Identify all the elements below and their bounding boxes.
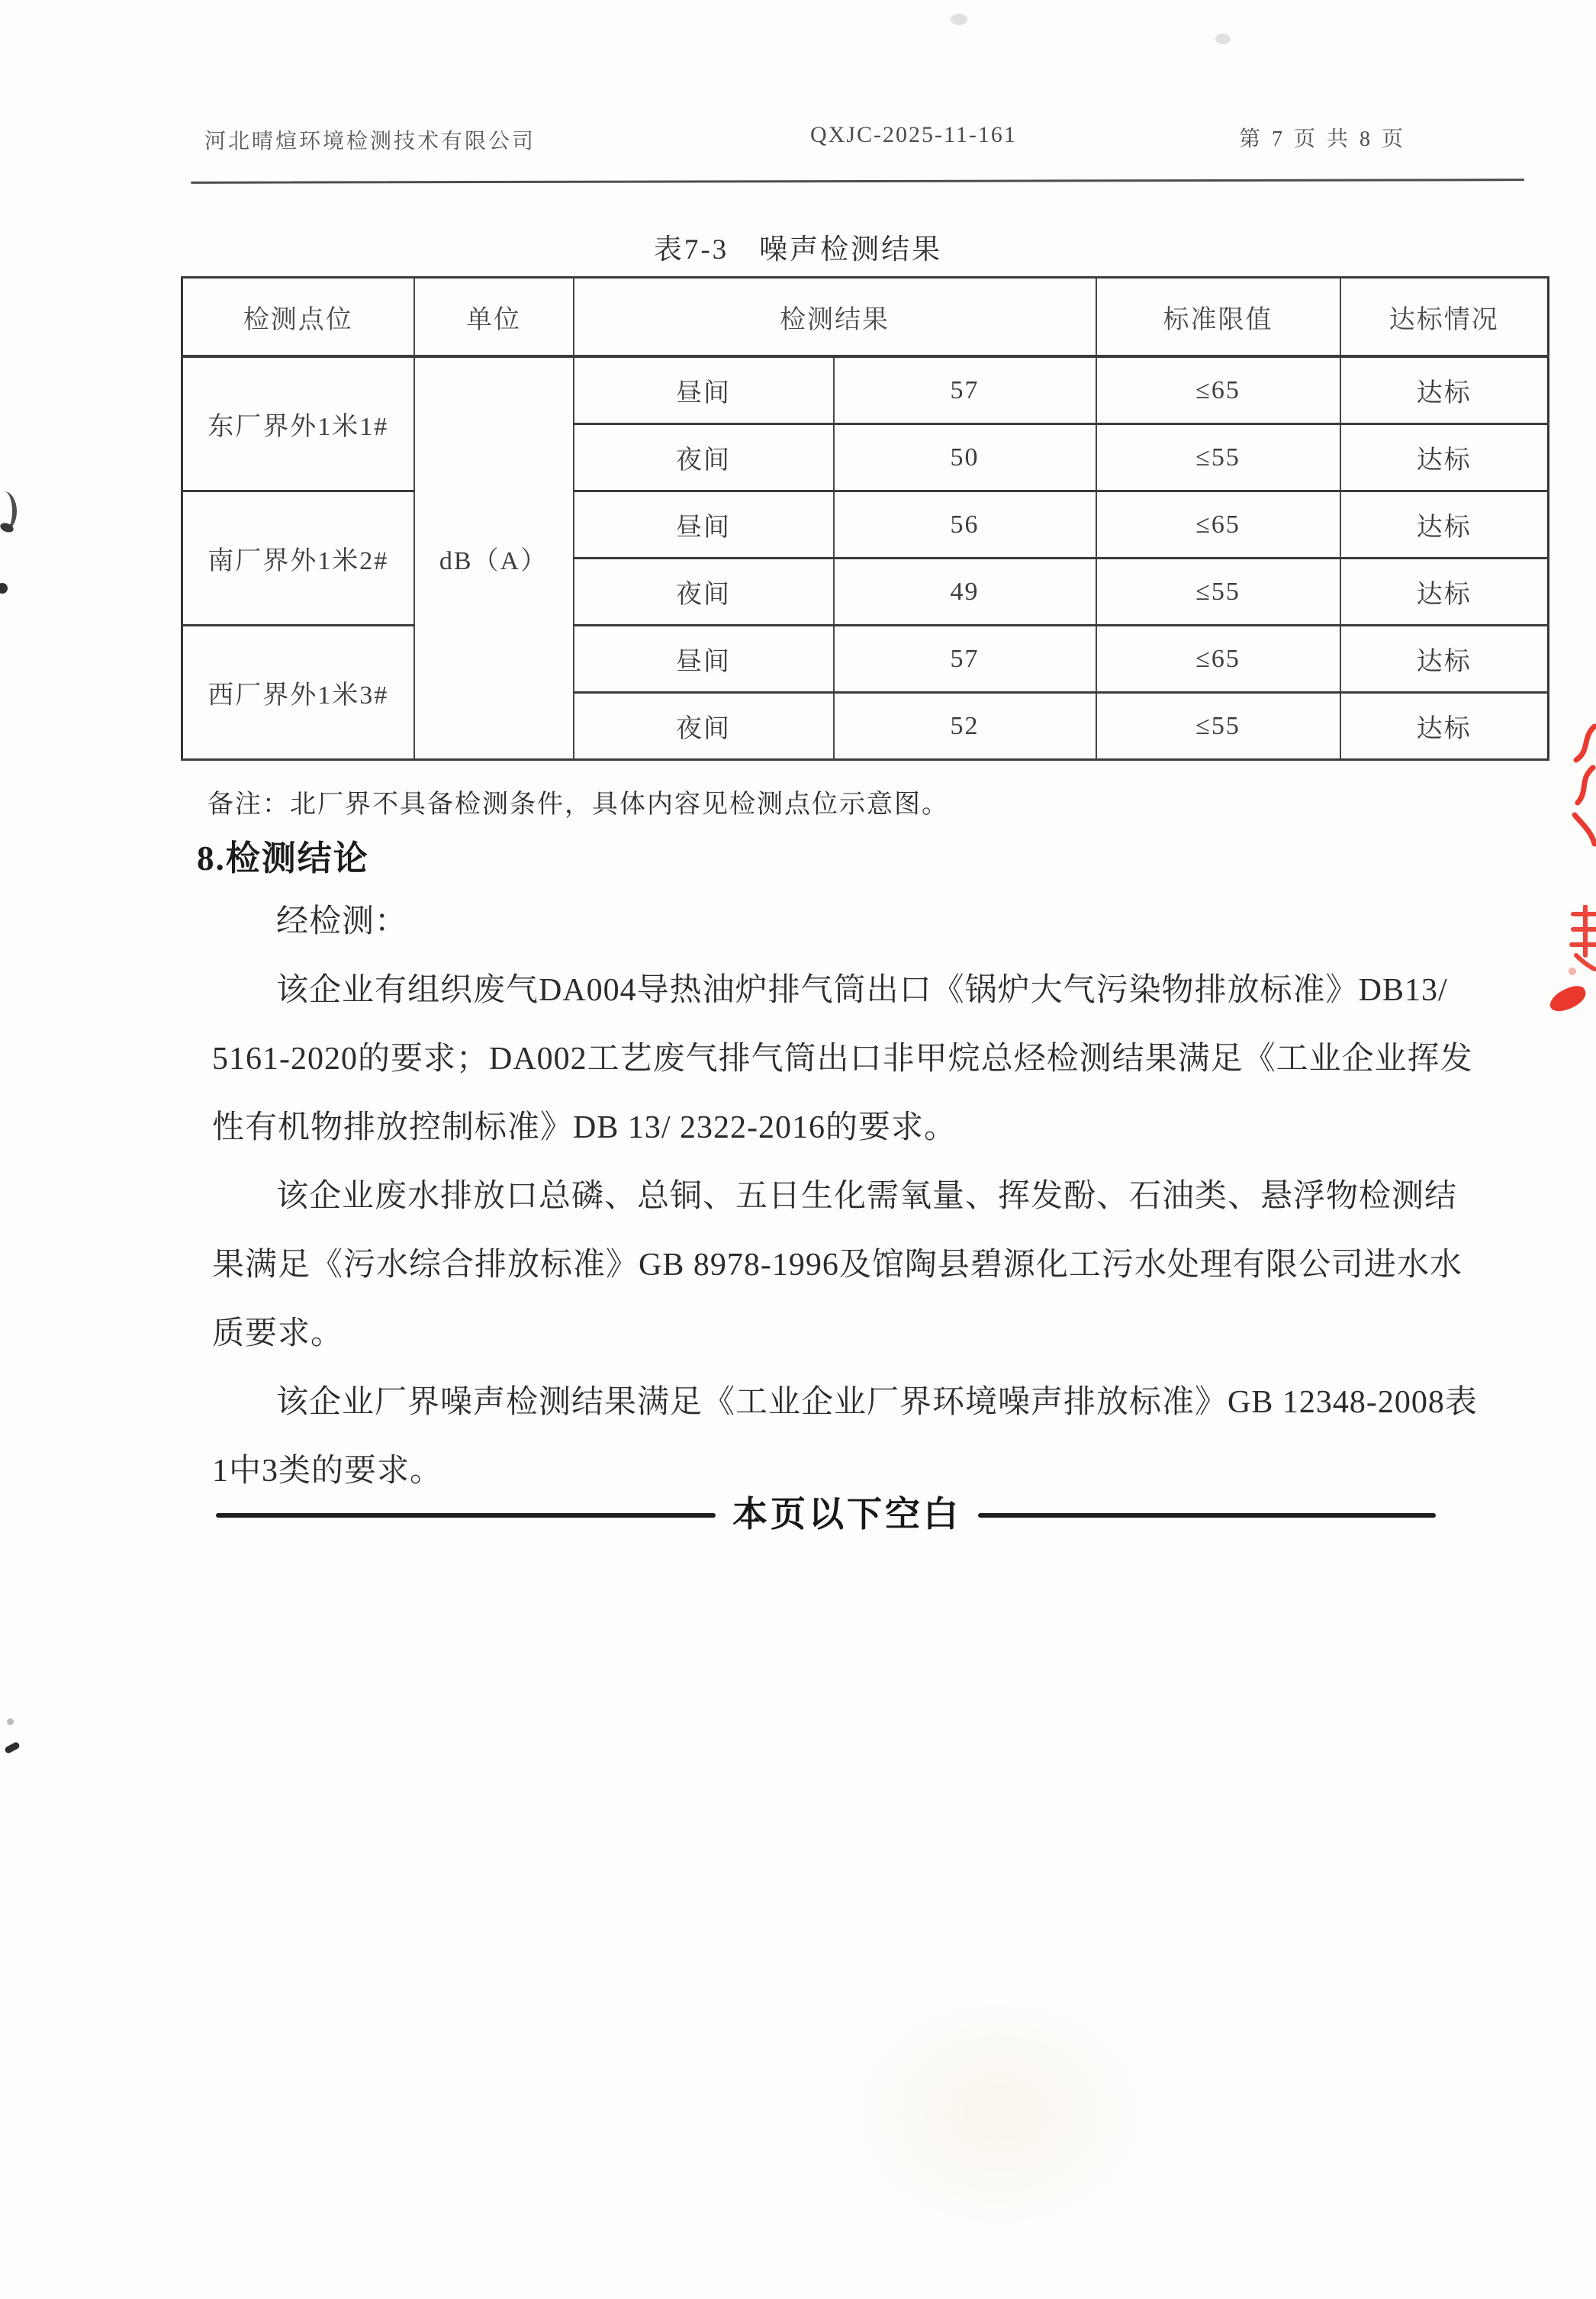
header-point: 检测点位 (182, 278, 414, 357)
paper-blotch (854, 1999, 1144, 2228)
page-number: 第 7 页 共 8 页 (1239, 127, 1407, 151)
section-heading: 8.检测结论 (197, 839, 369, 877)
divider-label: 本页以下空白 (732, 1495, 961, 1534)
point-cell: 南厂界外1米2# (182, 491, 414, 626)
conclusion-line: 经检测： (276, 904, 408, 939)
value-cell: 56 (834, 491, 1096, 559)
period-cell: 昼间 (574, 356, 834, 424)
table-row (182, 626, 1549, 693)
stamp-fragment-icon (1565, 905, 1596, 975)
limit-cell: ≤55 (1096, 559, 1340, 626)
company-name: 河北晴煊环境检测技术有限公司 (204, 130, 536, 153)
conclusion-line: 质要求。 (212, 1316, 344, 1351)
table-row (182, 356, 1549, 424)
value-cell: 52 (834, 693, 1096, 760)
point-cell: 西厂界外1米3# (182, 626, 414, 760)
conclusion-line: 性有机物排放控制标准》DB 13/ 2322-2016的要求。 (212, 1110, 957, 1145)
report-number: QXJC-2025-11-161 (810, 122, 1017, 147)
table-row (182, 491, 1549, 559)
limit-cell: ≤65 (1096, 356, 1340, 424)
page-header (0, 0, 1596, 198)
value-cell: 57 (834, 356, 1096, 424)
divider-line-left (216, 1513, 716, 1518)
smudge-mark (951, 14, 967, 25)
stamp-fragment (1569, 968, 1576, 975)
ink-mark (7, 1718, 14, 1725)
status-cell: 达标 (1340, 559, 1549, 626)
header-result: 检测结果 (574, 278, 1096, 357)
status-cell: 达标 (1340, 356, 1549, 424)
period-cell: 夜间 (574, 424, 834, 491)
conclusion-line: 1中3类的要求。 (212, 1454, 443, 1489)
limit-cell: ≤65 (1096, 626, 1340, 693)
stamp-fragment-icon (1561, 720, 1596, 858)
conclusion-line: 该企业厂界噪声检测结果满足《工业企业厂界环境噪声排放标准》GB 12348-2008表 (276, 1385, 1478, 1420)
stamp-fragment (1546, 983, 1589, 1016)
status-cell: 达标 (1340, 626, 1549, 693)
noise-results-table (181, 276, 1549, 761)
value-cell: 57 (834, 626, 1096, 693)
ink-mark (0, 583, 8, 594)
period-cell: 夜间 (574, 559, 834, 626)
table-header-row (182, 278, 1549, 357)
table-note: 备注：北厂界不具备检测条件，具体内容见检测点位示意图。 (208, 790, 949, 819)
point-cell: 东厂界外1米1# (182, 356, 414, 491)
value-cell: 50 (834, 424, 1096, 491)
value-cell: 49 (834, 559, 1096, 626)
conclusion-paragraphs (212, 887, 1503, 1505)
end-of-page-divider (216, 1486, 1443, 1537)
ink-mark (4, 1741, 21, 1754)
period-cell: 夜间 (574, 693, 834, 760)
period-cell: 昼间 (574, 491, 834, 559)
conclusion-line: 该企业废水排放口总磷、总铜、五日生化需氧量、挥发酚、石油类、悬浮物检测结 (276, 1179, 1458, 1214)
header-rule (191, 179, 1524, 184)
conclusion-line: 该企业有组织废气DA004导热油炉排气筒出口《锅炉大气污染物排放标准》DB13/ (276, 973, 1448, 1008)
smudge-mark (1215, 34, 1231, 44)
limit-cell: ≤65 (1096, 491, 1340, 559)
limit-cell: ≤55 (1096, 693, 1340, 760)
conclusion-line: 果满足《污水综合排放标准》GB 8978-1996及馆陶县碧源化工污水处理有限公司进水水 (212, 1248, 1462, 1283)
table-title: 表7-3 噪声检测结果 (653, 234, 943, 266)
header-unit: 单位 (414, 278, 574, 357)
status-cell: 达标 (1340, 491, 1549, 559)
status-cell: 达标 (1340, 693, 1549, 760)
header-limit: 标准限值 (1096, 278, 1340, 357)
period-cell: 昼间 (574, 626, 834, 693)
conclusion-line: 5161-2020的要求；DA002工艺废气排气筒出口非甲烷总烃检测结果满足《工业企业挥发 (212, 1042, 1473, 1077)
divider-line-right (978, 1513, 1436, 1518)
header-status: 达标情况 (1340, 278, 1549, 357)
unit-cell: dB（A） (414, 356, 574, 760)
limit-cell: ≤55 (1096, 424, 1340, 491)
status-cell: 达标 (1340, 424, 1549, 491)
